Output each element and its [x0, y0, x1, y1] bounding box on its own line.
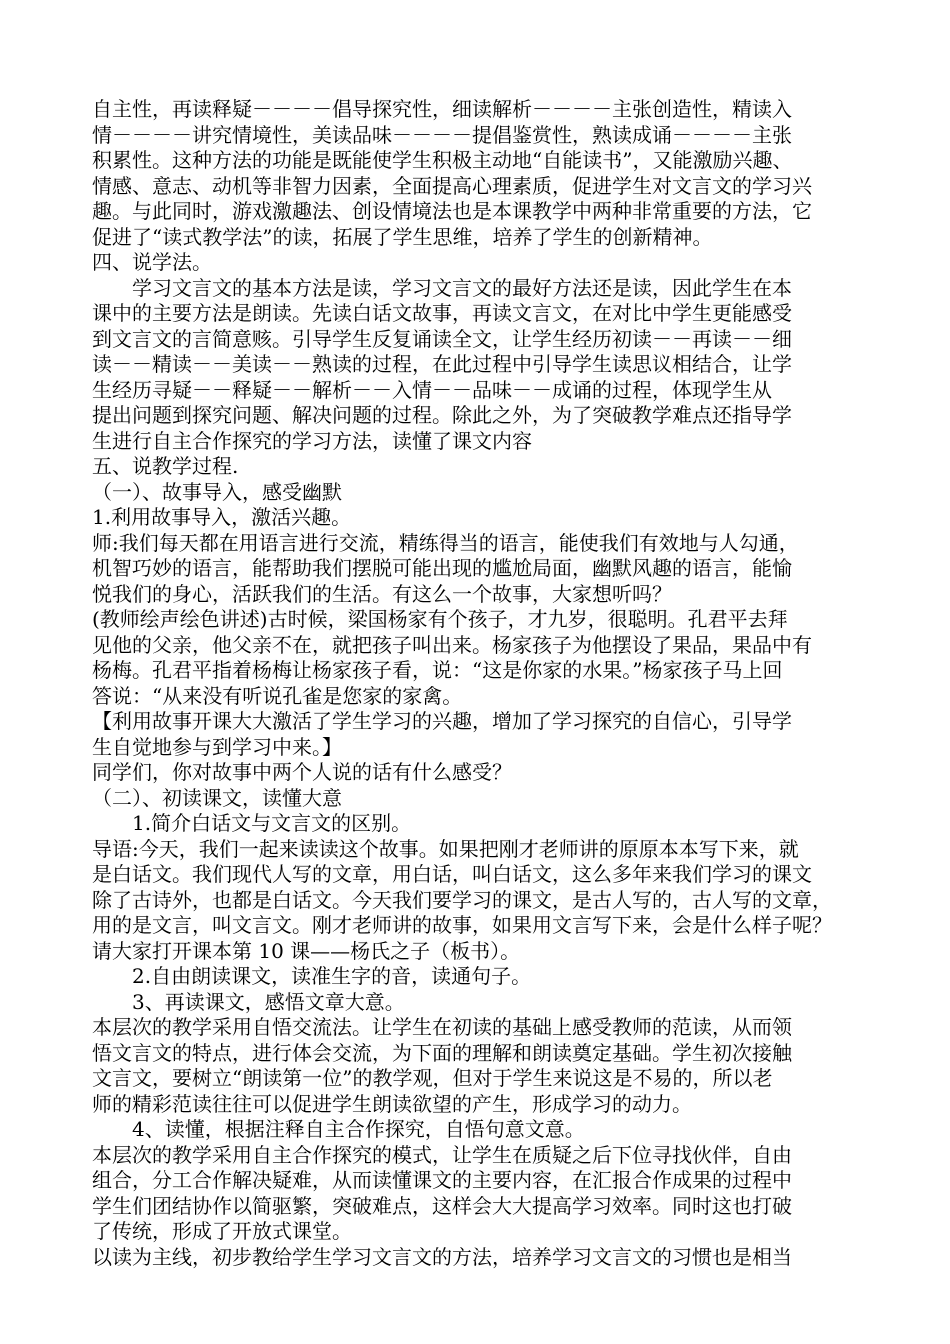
text-line: 【利用故事开课大大激活了学生学习的兴趣，增加了学习探究的自信心，引导学 [92, 709, 792, 733]
text-line: 师的精彩范读往往可以促进学生朗读欲望的产生，形成学习的动力。 [92, 1091, 692, 1116]
text-line: 本层次的教学采用自悟交流法。让学生在初读的基础上感受教师的范读，从而领 [92, 1015, 792, 1039]
text-line: 到文言文的言简意赅。引导学生反复诵读全文，让学生经历初读－－再读－－细 [92, 326, 792, 351]
text-line: 以读为主线，初步教给学生学习文言文的方法，培养学习文言文的习惯也是相当 [92, 1244, 792, 1269]
document-page [92, 97, 872, 1270]
text-line: 趣。与此同时，游戏激趣法、创设情境法也是本课教学中两种非常重要的方法，它 [92, 199, 812, 223]
text-line: 除了古诗外，也都是白话文。今天我们要学习的课文，是古人写的，古人写的文章， [92, 887, 832, 912]
text-line: 了传统，形成了开放式课堂。 [92, 1219, 352, 1243]
text-line: 同学们，你对故事中两个人说的话有什么感受？ [92, 760, 512, 784]
text-line: 组合，分工合作解决疑难，从而读懂课文的主要内容，在汇报合作成果的过程中 [92, 1168, 792, 1192]
text-line: 情－－－－讲究情境性，美读品味－－－－提倡鉴赏性，熟读成诵－－－－主张 [92, 122, 792, 147]
text-line: (教师绘声绘色讲述)古时候，梁国杨家有个孩子，才九岁，很聪明。孔君平去拜 [92, 607, 788, 631]
text-line: 答说：“从来没有听说孔雀是您家的家禽。 [92, 683, 463, 708]
text-line: 2.自由朗读课文，读准生字的音，读通句子。 [132, 964, 532, 988]
text-line: 五、说教学过程. [92, 454, 239, 478]
text-line: 4、读懂，根据注释自主合作探究，自悟句意文意。 [132, 1117, 585, 1141]
text-line: 生经历寻疑－－释疑－－解析－－入情－－品味－－成诵的过程，体现学生从 [92, 377, 772, 402]
text-line: （一）、故事导入，感受幽默 [92, 479, 342, 504]
text-line: 见他的父亲，他父亲不在，就把孩子叫出来。杨家孩子为他摆设了果品，果品中有 [92, 632, 812, 657]
text-line: 1.简介白话文与文言文的区别。 [132, 811, 412, 835]
text-line: 导语:今天，我们一起来读读这个故事。如果把刚才老师讲的原原本本写下来，就 [92, 836, 799, 861]
text-line: 师:我们每天都在用语言进行交流，精练得当的语言，能使我们有效地与人勾通， [92, 530, 799, 555]
text-line: （二）、初读课文，读懂大意 [92, 785, 342, 810]
text-line: 积累性。这种方法的功能是既能使学生积极主动地“自能读书”，又能激励兴趣、 [92, 148, 793, 172]
text-line: 学习文言文的基本方法是读，学习文言文的最好方法还是读，因此学生在本 [132, 275, 792, 300]
text-line: 悟文言文的特点，进行体会交流，为下面的理解和朗读奠定基础。学生初次接触 [92, 1040, 792, 1065]
text-line: 文言文，要树立“朗读第一位”的教学观，但对于学生来说这是不易的，所以老 [92, 1066, 773, 1090]
text-line: 促进了“读式教学法”的读，拓展了学生思维，培养了学生的创新精神。 [92, 224, 713, 249]
text-line: 生自觉地参与到学习中来。】 [92, 734, 342, 759]
text-line: 提出问题到探究问题、解决问题的过程。除此之外，为了突破教学难点还指导学 [92, 403, 792, 427]
text-line: 读－－精读－－美读－－熟读的过程，在此过程中引导学生读思议相结合，让学 [92, 352, 792, 376]
text-line: 杨梅。孔君平指着杨梅让杨家孩子看，说：“这是你家的水果。”杨家孩子马上回 [92, 658, 783, 682]
text-line: 用的是文言，叫文言文。刚才老师讲的故事，如果用文言写下来，会是什么样子呢？ [92, 913, 832, 937]
text-line: 3、再读课文，感悟文章大意。 [132, 989, 405, 1014]
text-line: 四、说学法。 [92, 250, 212, 274]
text-line: 是白话文。我们现代人写的文章，用白话，叫白话文，这么多年来我们学习的课文 [92, 862, 812, 886]
text-line: 本层次的教学采用自主合作探究的模式，让学生在质疑之后下位寻找伙伴，自由 [92, 1142, 792, 1167]
text-line: 课中的主要方法是朗读。先读白话文故事，再读文言文，在对比中学生更能感受 [92, 301, 792, 325]
text-line: 请大家打开课本第 10 课——杨氏之子（板书）。 [92, 938, 521, 963]
text-line: 自主性，再读释疑－－－－倡导探究性，细读解析－－－－主张创造性，精读入 [92, 97, 792, 121]
text-line: 情感、意志、动机等非智力因素，全面提高心理素质，促进学生对文言文的学习兴 [92, 173, 812, 198]
text-line: 1.利用故事导入，激活兴趣。 [92, 505, 352, 529]
text-line: 学生们团结协作以简驱繁，突破难点，这样会大大提高学习效率。同时这也打破 [92, 1193, 792, 1218]
text-line: 机智巧妙的语言，能帮助我们摆脱可能出现的尴尬局面，幽默风趣的语言，能愉 [92, 556, 792, 580]
text-line: 生进行自主合作探究的学习方法，读懂了课文内容 [92, 428, 532, 453]
text-line: 悦我们的身心，活跃我们的生活。有这么一个故事，大家想听吗？ [92, 581, 672, 606]
